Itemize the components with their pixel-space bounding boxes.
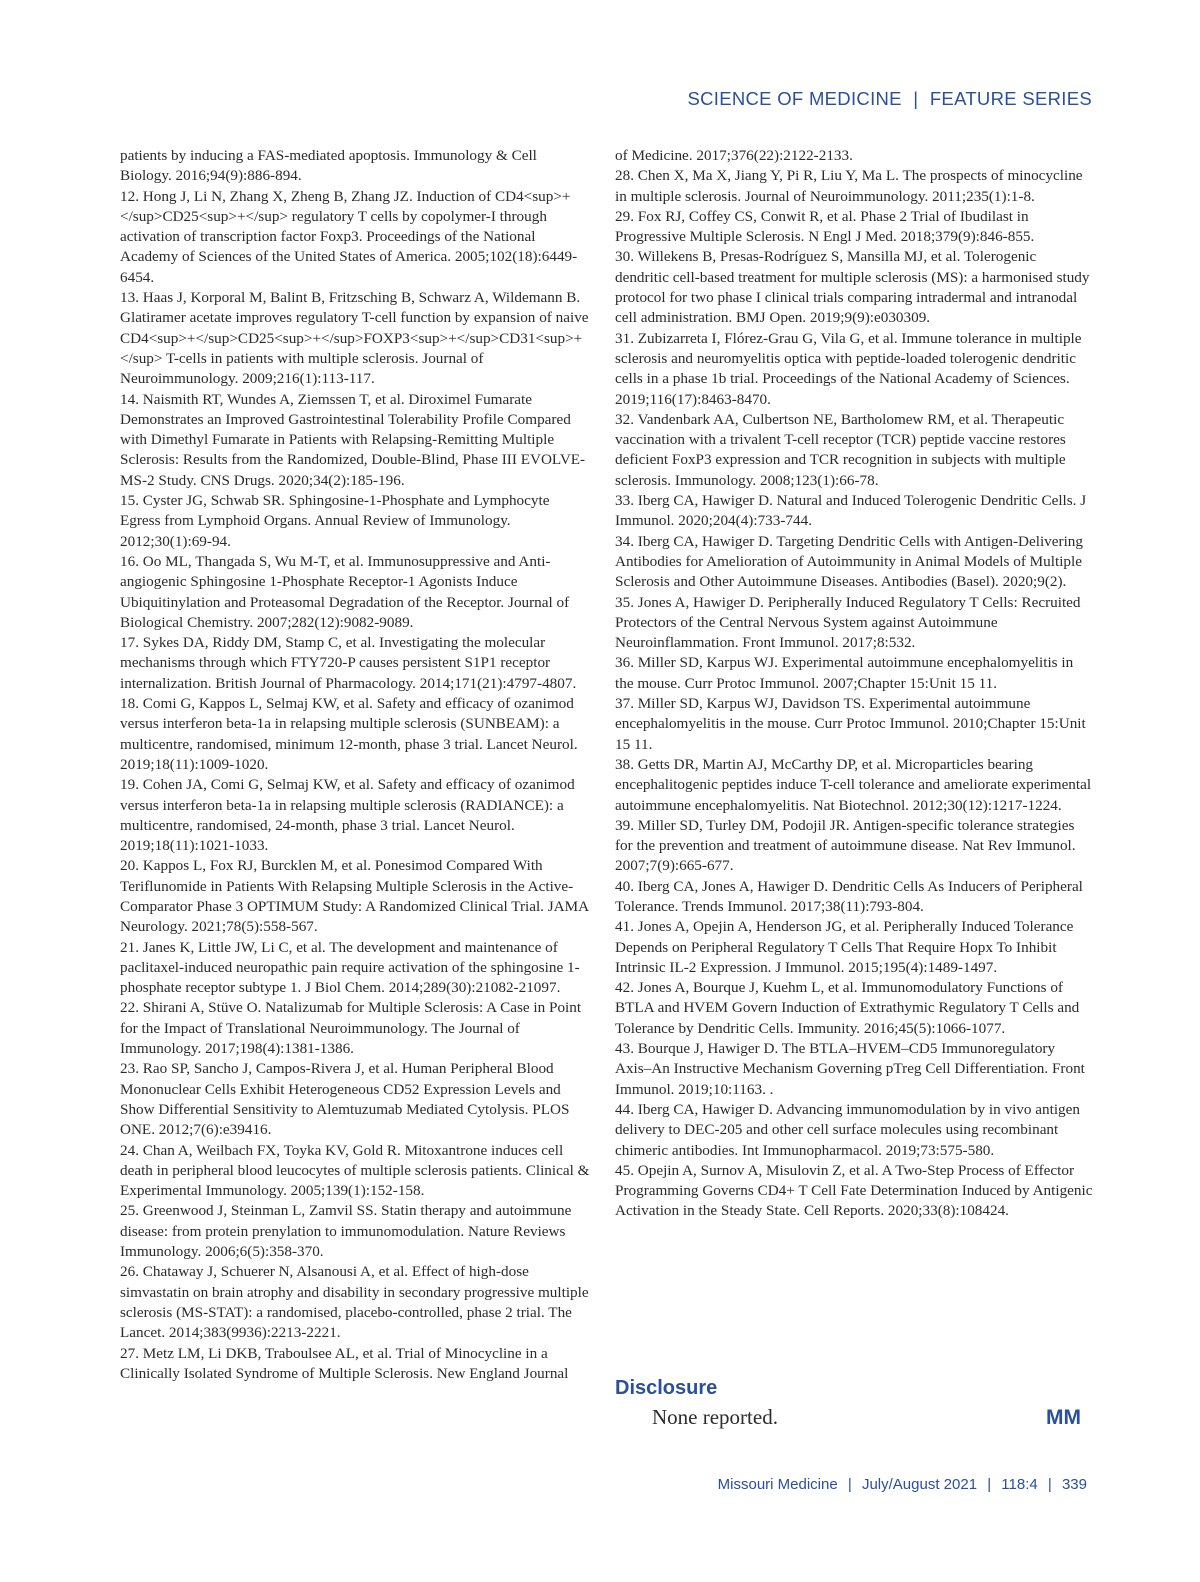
reference-item: 45. Opejin A, Surnov A, Misulovin Z, et al. A Two-Step Process of Effector Programming Governs CD4+ T Cell Fate Determination Induced by Antigenic Activation in the Steady State. Cell Reports. 2020;33(8):108424. <box>615 1161 1093 1220</box>
reference-item: 17. Sykes DA, Riddy DM, Stamp C, et al. Investigating the molecular mechanisms through which FTY720-P causes persistent S1P1 receptor internalization. British Journal of Pharmacology. 2014;171(21):4797-4807. <box>120 634 577 692</box>
footer-page-number: 339 <box>1061 1476 1087 1493</box>
reference-item: 40. Iberg CA, Jones A, Hawiger D. Dendritic Cells As Inducers of Peripheral Tolerance. Trends Immunol. 2017;38(11):793-804. <box>615 877 1083 915</box>
reference-item: 15. Cyster JG, Schwab SR. Sphingosine-1-Phosphate and Lymphocyte Egress from Lymphoid Organs. Annual Review of Immunology. 2012;30(1):69-94. <box>120 492 550 550</box>
reference-item: 23. Rao SP, Sancho J, Campos-Rivera J, et al. Human Peripheral Blood Mononuclear Cells Exhibit Heterogeneous CD52 Expression Levels and Show Differential Sensitivity to Alemtuzumab Mediated Cytolysis. PLOS ONE. 2012;7(6):e39416. <box>120 1060 570 1139</box>
running-header <box>687 88 1092 110</box>
footer-separator: | <box>847 1476 852 1493</box>
reference-item: 41. Jones A, Opejin A, Henderson JG, et al. Peripherally Induced Tolerance Depends on Peripheral Regulatory T Cells That Require Hopx To Inhibit Intrinsic IL-2 Expression. J Immunol. 2015;195(4):1489-1497. <box>615 918 1074 976</box>
reference-item: 34. Iberg CA, Hawiger D. Targeting Dendritic Cells with Antigen-Delivering Antibodies for Amelioration of Autoimmunity in Animal Models of Multiple Sclerosis and Other Autoimmune Diseases. Antibodies (Basel). 2020;9(2). <box>615 532 1083 591</box>
footer-separator: | <box>987 1476 992 1493</box>
footer-journal: Missouri Medicine <box>717 1476 838 1493</box>
reference-item: 25. Greenwood J, Steinman L, Zamvil SS. Statin therapy and autoimmune disease: from protein prenylation to immunomodulation. Nature Reviews Immunology. 2006;6(5):358-370. <box>120 1202 572 1261</box>
reference-item: 39. Miller SD, Turley DM, Podojil JR. Antigen-specific tolerance strategies for the prevention and treatment of autoimmune disease. Nat Rev Immunol. 2007;7(9):665-677. <box>615 816 1076 875</box>
header-separator: | <box>913 88 919 109</box>
reference-item: 38. Getts DR, Martin AJ, McCarthy DP, et al. Microparticles bearing encephalitogenic peptides induce T-cell tolerance and ameliorate experimental autoimmune encephalomyelitis. Nat Biotechnol. 2012;30(12):1217-1224. <box>615 755 1092 814</box>
reference-item: 19. Cohen JA, Comi G, Selmaj KW, et al. Safety and efficacy of ozanimod versus interferon beta-1a in relapsing multiple sclerosis (RADIANCE): a multicentre, randomised, 24-month, phase 3 trial. Lancet Neurol. 2019;18(11):1021-1033. <box>120 776 575 855</box>
reference-item: 29. Fox RJ, Coffey CS, Conwit R, et al. Phase 2 Trial of Ibudilast in Progressive Multiple Sclerosis. N Engl J Med. 2018;379(9):846-855. <box>615 207 1035 246</box>
missouri-medicine-logo-mark: MM <box>1046 1406 1081 1429</box>
reference-item: 37. Miller SD, Karpus WJ, Davidson TS. Experimental autoimmune encephalomyelitis in the mouse. Curr Protoc Immunol. 2010;Chapter 15:Unit 15 11. <box>615 695 1086 753</box>
header-section: SCIENCE OF MEDICINE <box>687 88 902 109</box>
reference-item: 28. Chen X, Ma X, Jiang Y, Pi R, Liu Y, Ma L. The prospects of minocycline in multiple sclerosis. Journal of Neuroimmunology. 2011;235(1):1-8. <box>615 167 1083 205</box>
reference-item: 22. Shirani A, Stüve O. Natalizumab for Multiple Sclerosis: A Case in Point for the Impact of Translational Neuroimmunology. The Journal of Immunology. 2017;198(4):1381-1386. <box>120 999 582 1058</box>
disclosure-text: None reported. <box>652 1405 778 1429</box>
disclosure-heading: Disclosure <box>615 1377 718 1399</box>
reference-item: 42. Jones A, Bourque J, Kuehm L, et al. Immunomodulatory Functions of BTLA and HVEM Govern Induction of Extrathymic Regulatory T Cells and Tolerance by Dendritic Cells. Immunity. 2016;45(5):1066-1077. <box>615 979 1080 1037</box>
header-series: FEATURE SERIES <box>929 88 1092 109</box>
reference-item: patients by inducing a FAS-mediated apoptosis. Immunology & Cell Biology. 2016;94(9):886-894. <box>120 147 537 185</box>
reference-item: 12. Hong J, Li N, Zhang X, Zheng B, Zhang JZ. Induction of CD4<sup>+</sup>CD25<sup>+</sup> regulatory T cells by copolymer-I through activation of transcription factor Foxp3. Proceedings of the National Academy of Sciences of the United States of America. 2005;102(18):6449-6454. <box>120 187 578 286</box>
reference-item: 18. Comi G, Kappos L, Selmaj KW, et al. Safety and efficacy of ozanimod versus interferon beta-1a in relapsing multiple sclerosis (SUNBEAM): a multicentre, randomised, minimum 12-month, phase 3 trial. Lancet Neurol. 2019;18(11):1009-1020. <box>120 695 578 773</box>
reference-item: 26. Chataway J, Schuerer N, Alsanousi A, et al. Effect of high-dose simvastatin on brain atrophy and disability in secondary progressive multiple sclerosis (MS-STAT): a randomised, placebo-controlled, phase 2 trial. The Lancet. 2014;383(9936):2213-2221. <box>120 1263 589 1342</box>
references-right-column <box>615 146 1093 1222</box>
reference-item: 33. Iberg CA, Hawiger D. Natural and Induced Tolerogenic Dendritic Cells. J Immunol. 2020;204(4):733-744. <box>615 492 1087 530</box>
footer-issue-date: July/August 2021 <box>861 1476 978 1493</box>
reference-item: of Medicine. 2017;376(22):2122-2133. <box>615 147 853 164</box>
footer-volume: 118:4 <box>1001 1476 1038 1493</box>
reference-item: 14. Naismith RT, Wundes A, Ziemssen T, et al. Diroximel Fumarate Demonstrates an Improved Gastrointestinal Tolerability Profile Compared with Dimethyl Fumarate in Patients with Relapsing-Remitting Multiple Sclerosis: Results from the Randomized, Double-Blind, Phase III EVOLVE-MS-2 Study. CNS Drugs. 2020;34(2):185-196. <box>120 390 586 489</box>
reference-item: 21. Janes K, Little JW, Li C, et al. The development and maintenance of paclitaxel-induced neuropathic pain require activation of the sphingosine 1-phosphate receptor subtype 1. J Biol Chem. 2014;289(30):21082-21097. <box>120 938 580 997</box>
reference-item: 44. Iberg CA, Hawiger D. Advancing immunomodulation by in vivo antigen delivery to DEC-205 and other cell surface molecules using recombinant chimeric antibodies. Int Immunopharmacol. 2019;73:575-580. <box>615 1100 1080 1159</box>
reference-item: 16. Oo ML, Thangada S, Wu M-T, et al. Immunosuppressive and Anti-angiogenic Sphingosine 1-Phosphate Receptor-1 Agonists Induce Ubiquitinylation and Proteasomal Degradation of the Receptor. Journal of Biological Chemistry. 2007;282(12):9082-9089. <box>120 552 570 631</box>
reference-item: 32. Vandenbark AA, Culbertson NE, Bartholomew RM, et al. Therapeutic vaccination with a trivalent T-cell receptor (TCR) peptide vaccine restores deficient FoxP3 expression and TCR recognition in subjects with multiple sclerosis. Immunology. 2008;123(1):66-78. <box>615 410 1066 489</box>
references-left-column <box>120 146 592 1384</box>
reference-item: 20. Kappos L, Fox RJ, Burcklen M, et al. Ponesimod Compared With Teriflunomide in Patients With Relapsing Multiple Sclerosis in the Active-Comparator Phase 3 OPTIMUM Study: A Randomized Clinical Trial. JAMA Neurology. 2021;78(5):558-567. <box>120 857 589 936</box>
reference-item: 30. Willekens B, Presas-Rodríguez S, Mansilla MJ, et al. Tolerogenic dendritic cell-based treatment for multiple sclerosis (MS): a harmonised study protocol for two phase I clinical trials comparing intradermal and intranodal cell administration. BMJ Open. 2019;9(9):e030309. <box>615 248 1090 327</box>
reference-item: 36. Miller SD, Karpus WJ. Experimental autoimmune encephalomyelitis in the mouse. Curr Protoc Immunol. 2007;Chapter 15:Unit 15 11. <box>615 654 1074 692</box>
reference-item: 27. Metz LM, Li DKB, Traboulsee AL, et al. Trial of Minocycline in a Clinically Isolated Syndrome of Multiple Sclerosis. New England Journal <box>120 1344 569 1382</box>
reference-item: 35. Jones A, Hawiger D. Peripherally Induced Regulatory T Cells: Recruited Protectors of the Central Nervous System against Autoimmune Neuroinflammation. Front Immunol. 2017;8:532. <box>615 593 1081 652</box>
reference-item: 13. Haas J, Korporal M, Balint B, Fritzsching B, Schwarz A, Wildemann B. Glatiramer acetate improves regulatory T-cell function by expansion of naive CD4<sup>+</sup>CD25<sup>+</sup>FOXP3<sup>+</sup>CD31<sup>+</sup> T-cells in patients with multiple sclerosis. Journal of Neuroimmunology. 2009;216(1):113-117. <box>120 289 589 388</box>
footer-separator: | <box>1047 1476 1052 1493</box>
reference-item: 31. Zubizarreta I, Flórez-Grau G, Vila G, et al. Immune tolerance in multiple sclerosis and neuromyelitis optica with peptide-loaded tolerogenic dendritic cells in a phase 1b trial. Proceedings of the National Academy of Sciences. 2019;116(17):8463-8470. <box>615 329 1082 408</box>
reference-item: 24. Chan A, Weilbach FX, Toyka KV, Gold R. Mitoxantrone induces cell death in peripheral blood leucocytes of multiple sclerosis patients. Clinical & Experimental Immunology. 2005;139(1):152-158. <box>120 1141 590 1200</box>
page-footer <box>718 1476 1087 1493</box>
reference-item: 43. Bourque J, Hawiger D. The BTLA–HVEM–CD5 Immunoregulatory Axis–An Instructive Mechanism Governing pTreg Cell Differentiation. Front Immunol. 2019;10:1163. . <box>615 1040 1085 1098</box>
